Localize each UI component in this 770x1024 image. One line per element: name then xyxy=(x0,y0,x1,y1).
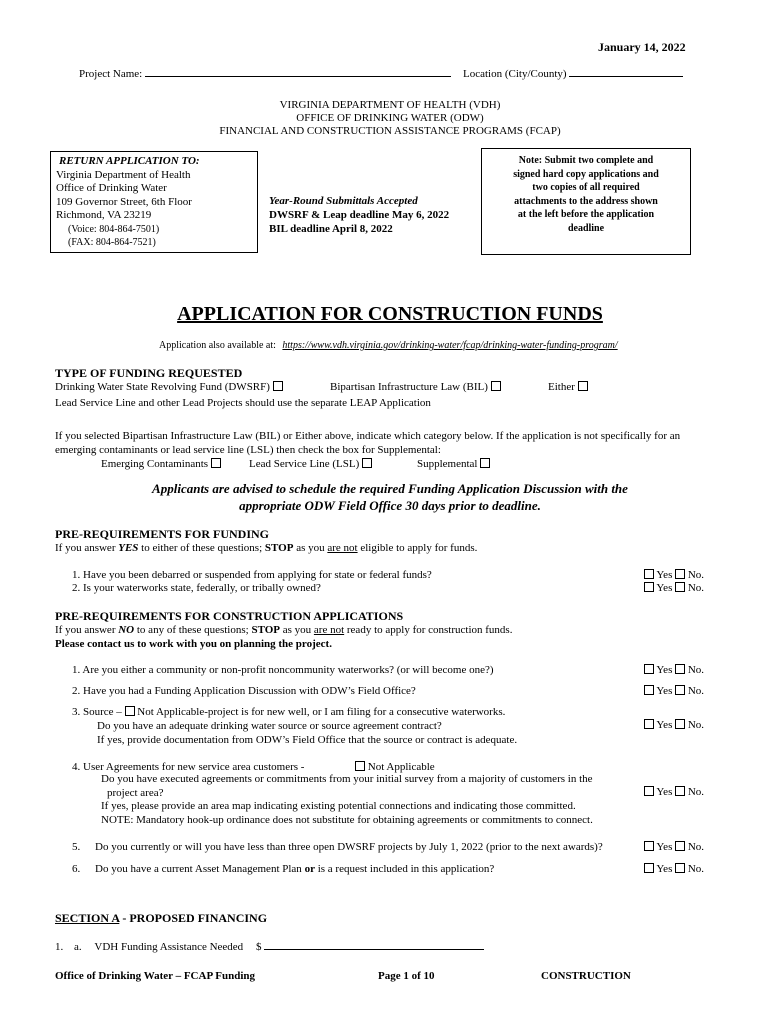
instr-yes: YES xyxy=(118,542,139,554)
supplemental-option xyxy=(417,458,490,470)
funding-either-option xyxy=(548,381,588,393)
instr-text: as you xyxy=(279,624,314,636)
location-field[interactable] xyxy=(569,66,683,77)
yes-no-construction-4 xyxy=(644,786,704,798)
funding-dwsrf-option xyxy=(55,381,283,393)
footer-left: Office of Drinking Water – FCAP Funding xyxy=(55,970,256,982)
agency-line-2: OFFICE OF DRINKING WATER (ODW) xyxy=(296,112,484,124)
no-checkbox[interactable] xyxy=(675,841,685,851)
project-name-label: Project Name: xyxy=(79,68,143,80)
instr-stop: STOP xyxy=(251,624,280,636)
location-row xyxy=(463,66,683,80)
yes-checkbox[interactable] xyxy=(644,863,654,873)
q3-label: 3. Source – xyxy=(72,706,122,718)
instr-text: eligible to apply for funds. xyxy=(357,542,478,554)
q3-not-applicable-label: Not Applicable-project is for new well, or I am filing for a consecutive waterworks. xyxy=(137,706,506,718)
construction-question-4 xyxy=(72,761,304,773)
availability-line xyxy=(159,340,618,351)
section-a-heading xyxy=(55,911,267,926)
instr-text: If you answer xyxy=(55,624,119,636)
funding-either-label: Either xyxy=(548,381,575,393)
project-name-row xyxy=(79,66,451,80)
no-label: No. xyxy=(687,664,705,676)
q3-question: Do you have an adequate drinking water source or source agreement contract? xyxy=(97,720,442,732)
funding-bil-checkbox[interactable] xyxy=(491,381,501,391)
construction-question-2: 2. Have you had a Funding Application Discussion with ODW’s Field Office? xyxy=(72,685,416,697)
page-title: APPLICATION FOR CONSTRUCTION FUNDS xyxy=(177,303,603,325)
yes-no-construction-2 xyxy=(644,685,704,697)
section-a-label: SECTION A xyxy=(55,911,120,925)
q4-not-applicable-checkbox[interactable] xyxy=(355,761,365,771)
prereq-construction-heading: PRE-REQUIREMENTS FOR CONSTRUCTION APPLICATIONS xyxy=(55,609,404,623)
return-line-1: Virginia Department of Health xyxy=(56,168,191,181)
return-address xyxy=(56,155,200,250)
construction-question-4-detail xyxy=(101,773,593,827)
dollar-sign: $ xyxy=(255,941,262,953)
yes-checkbox[interactable] xyxy=(644,841,654,851)
prereq-funding-heading: PRE-REQUIREMENTS FOR FUNDING xyxy=(55,527,270,541)
instr-stop: STOP xyxy=(264,542,294,554)
lead-note: Lead Service Line and other Lead Projects should use the separate LEAP Application xyxy=(55,397,431,409)
no-checkbox[interactable] xyxy=(675,664,685,674)
deadlines xyxy=(269,194,449,236)
supplemental-checkbox[interactable] xyxy=(480,458,490,468)
return-fax: (FAX: 804-864-7521) xyxy=(68,237,156,248)
no-checkbox[interactable] xyxy=(675,786,685,796)
return-voice: (Voice: 804-864-7501) xyxy=(68,223,160,235)
yes-label: Yes xyxy=(656,685,673,697)
item-letter: a. xyxy=(74,941,82,953)
funding-question-1: 1. Have you been debarred or suspended from applying for state or federal funds? xyxy=(72,569,432,581)
advisory-line-2: appropriate ODW Field Office 30 days prior to deadline. xyxy=(239,498,541,513)
no-checkbox[interactable] xyxy=(675,582,685,592)
no-label: No. xyxy=(687,685,705,697)
return-line-2: Office of Drinking Water xyxy=(56,182,167,194)
q4-question: Do you have executed agreements or commitments from your initial survey from a majority of customers in the xyxy=(101,773,593,785)
emerging-option xyxy=(101,458,221,470)
yes-label: Yes xyxy=(656,582,673,594)
q4-label: 4. User Agreements for new service area customers - xyxy=(72,761,305,773)
funding-type-heading: TYPE OF FUNDING REQUESTED xyxy=(55,366,243,380)
return-title: RETURN APPLICATION TO: xyxy=(59,155,200,167)
q4-hookup-note: NOTE: Mandatory hook-up ordinance does not substitute for obtaining agreements or commitments to connect. xyxy=(101,813,593,826)
yes-no-construction-5 xyxy=(644,841,704,853)
item-number: 1. xyxy=(55,941,64,953)
yes-checkbox[interactable] xyxy=(644,664,654,674)
yes-no-funding-1 xyxy=(644,569,704,581)
no-label: No. xyxy=(687,582,705,594)
instr-text: to any of these questions; xyxy=(134,624,252,636)
no-label: No. xyxy=(687,569,705,581)
funding-either-checkbox[interactable] xyxy=(578,381,588,391)
prereq-funding-instructions xyxy=(55,542,477,554)
yes-label: Yes xyxy=(656,786,673,798)
availability-label: Application also available at: xyxy=(159,340,276,351)
agency-line-3: FINANCIAL AND CONSTRUCTION ASSISTANCE PROGRAMS (FCAP) xyxy=(219,125,561,137)
q4-question-cont: project area? xyxy=(107,786,164,799)
construction-question-6 xyxy=(72,863,494,875)
advisory xyxy=(0,480,770,514)
supplemental-label: Supplemental xyxy=(417,458,478,470)
instr-text: as you xyxy=(293,542,328,554)
section-a-title: - PROPOSED FINANCING xyxy=(119,911,268,925)
yes-checkbox[interactable] xyxy=(644,685,654,695)
construction-question-3-detail xyxy=(97,719,517,747)
instr-are-not: are not xyxy=(327,542,358,554)
yes-checkbox[interactable] xyxy=(644,786,654,796)
yes-label: Yes xyxy=(656,664,673,676)
agency-line-1: VIRGINIA DEPARTMENT OF HEALTH (VDH) xyxy=(279,99,501,111)
q3-documentation: If yes, provide documentation from ODW’s Field Office that the source or contract is adequate. xyxy=(97,734,518,746)
yes-no-funding-2 xyxy=(644,582,704,594)
agency-header xyxy=(0,99,770,138)
no-checkbox[interactable] xyxy=(675,863,685,873)
advisory-line-1: Applicants are advised to schedule the required Funding Application Discussion with the xyxy=(152,481,628,496)
q4-map-note: If yes, please provide an area map indicating existing potential connections and indicating those committed. xyxy=(101,800,576,812)
return-line-3: 109 Governor Street, 6th Floor xyxy=(56,195,192,208)
yes-label: Yes xyxy=(656,841,673,853)
yes-no-construction-6 xyxy=(644,863,704,875)
lsl-checkbox[interactable] xyxy=(362,458,372,468)
no-checkbox[interactable] xyxy=(675,719,685,729)
no-label: No. xyxy=(687,719,705,731)
yes-checkbox[interactable] xyxy=(644,569,654,579)
q4-not-applicable-label: Not Applicable xyxy=(367,761,435,773)
no-label: No. xyxy=(687,786,705,798)
project-name-field[interactable] xyxy=(145,66,451,77)
yes-label: Yes xyxy=(656,569,673,581)
deadline-title: Year-Round Submittals Accepted xyxy=(269,195,418,207)
funding-dwsrf-label: Drinking Water State Revolving Fund (DWSRF) xyxy=(55,381,270,393)
funding-dwsrf-checkbox[interactable] xyxy=(273,381,283,391)
q6-text-cont: is a request included in this application? xyxy=(314,863,495,875)
funding-bil-option xyxy=(330,381,501,393)
financing-item-1a xyxy=(55,939,484,953)
return-line-4: Richmond, VA 23219 xyxy=(56,209,152,221)
yes-label: Yes xyxy=(656,863,673,875)
prereq-construction-instructions xyxy=(55,624,512,636)
note-line-4: attachments to the address shown xyxy=(514,195,658,207)
q6-number: 6. xyxy=(72,863,81,875)
bil-instructions xyxy=(55,429,680,457)
note-line-2: signed hard copy applications and xyxy=(513,168,659,180)
q6-text: Do you have a current Asset Management Plan xyxy=(95,863,305,875)
deadline-dwsrf: DWSRF & Leap deadline May 6, 2022 xyxy=(269,209,450,221)
yes-checkbox[interactable] xyxy=(644,582,654,592)
availability-link[interactable]: https://www.vdh.virginia.gov/drinking-water/fcap/drinking-water-funding-program/ xyxy=(282,340,618,351)
yes-no-construction-1 xyxy=(644,664,704,676)
emerging-label: Emerging Contaminants xyxy=(101,458,209,470)
q5-number: 5. xyxy=(72,841,81,853)
construction-question-1: 1. Are you either a community or non-profit noncommunity waterworks? (or will become one?) xyxy=(72,664,494,676)
yes-checkbox[interactable] xyxy=(644,719,654,729)
lsl-option xyxy=(249,458,372,470)
note-line-3: two copies of all required xyxy=(532,182,640,193)
q5-text: Do you currently or will you have less than three open DWSRF projects by July 1, 2022 (prior to the next awards)? xyxy=(95,841,603,853)
no-label: No. xyxy=(687,863,705,875)
bil-instructions-line-1: If you selected Bipartisan Infrastructure Law (BIL) or Either above, indicate which category below. If the application is not specifically for an xyxy=(55,430,681,442)
yes-no-construction-3 xyxy=(644,719,704,731)
instr-text: If you answer xyxy=(55,542,119,554)
construction-question-3 xyxy=(72,706,505,718)
contact-note: Please contact us to work with you on planning the project. xyxy=(55,638,332,650)
note-text xyxy=(481,154,691,235)
lsl-label: Lead Service Line (LSL) xyxy=(249,458,360,470)
q6-or: or xyxy=(304,863,315,875)
no-checkbox[interactable] xyxy=(675,685,685,695)
note-line-6: deadline xyxy=(567,222,605,234)
no-checkbox[interactable] xyxy=(675,569,685,579)
instr-text: to either of these questions; xyxy=(138,542,265,554)
item-label: VDH Funding Assistance Needed xyxy=(94,941,244,953)
q4-not-applicable xyxy=(355,761,435,773)
instr-text: ready to apply for construction funds. xyxy=(344,624,513,636)
bil-instructions-line-2: emerging contaminants or lead service line (LSL) then check the box for Supplemental: xyxy=(55,444,441,456)
funding-bil-label: Bipartisan Infrastructure Law (BIL) xyxy=(330,381,488,393)
location-label: Location (City/County) xyxy=(463,68,567,80)
construction-question-5 xyxy=(72,841,603,853)
note-line-5: at the left before the application xyxy=(517,209,655,220)
q3-not-applicable-checkbox[interactable] xyxy=(125,706,135,716)
instr-no: NO xyxy=(118,624,135,636)
funding-question-2: 2. Is your waterworks state, federally, or tribally owned? xyxy=(72,582,321,594)
funding-amount-field[interactable] xyxy=(264,939,484,950)
emerging-checkbox[interactable] xyxy=(211,458,221,468)
deadline-bil: BIL deadline April 8, 2022 xyxy=(269,223,393,235)
note-line-1: Note: Submit two complete and xyxy=(518,155,654,166)
yes-label: Yes xyxy=(656,719,673,731)
footer-right: CONSTRUCTION xyxy=(541,970,631,982)
document-date: January 14, 2022 xyxy=(598,40,686,54)
footer-page: Page 1 of 10 xyxy=(378,970,435,982)
no-label: No. xyxy=(687,841,705,853)
instr-are-not: are not xyxy=(313,624,345,636)
